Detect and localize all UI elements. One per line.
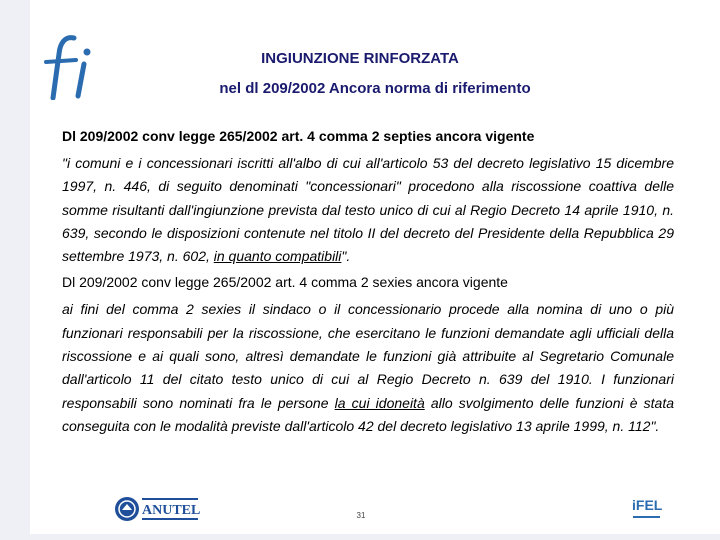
section2-quote — [62, 298, 674, 438]
section1-underlined-text: in quanto compatibili — [213, 248, 342, 265]
section2-quote-end: allo svolgimento delle funzioni è stata conseguita con le modalità previste dall'articolo 42 del decreto legislativo 13 aprile 1999, n. 112". — [62, 394, 674, 434]
fi-logo-icon — [40, 32, 98, 100]
slide-subtitle: nel dl 209/2002 Ancora norma di riferimento — [219, 80, 531, 97]
ifel-logo — [632, 490, 662, 524]
anutel-logo-text: ANUTEL — [142, 503, 200, 518]
section2-quote-text: ai fini del comma 2 sexies il sindaco o il concessionario procede alla nomina di uno o più funzionari responsabili per la riscossione, che esercitano le funzioni demandate agli ufficiali della riscossione e ai quali sono, altresì demandate le funzioni già attribuite al Segretario Comunale dall'articolo 11 del citato testo unico di cui al Regio Decreto n. 639 del 1910. I funzionari responsabili sono nominati fra le persone — [62, 301, 674, 411]
ifel-logo-text: iFEL — [632, 497, 662, 513]
page-number: 31 — [356, 511, 366, 520]
section2-underlined-text: la cui idoneità — [334, 394, 425, 411]
section1-quote-text: "i comuni e i concessionari iscritti all'albo di cui all'articolo 53 del decreto legislativo 15 dicembre 1997, n. 446, di seguito denominati "concessionari" procedono alla riscossione coattiva delle somme risultanti dall'ingiunzione prevista dal testo unico di cui al Regio Decreto 14 aprile 1910, n. 639, secondo le disposizioni contenute nel titolo II del decreto del Presidente della Repubblica 29 settembre 1973, n. 602, — [62, 155, 674, 265]
left-decorative-band — [0, 0, 30, 540]
section2-heading: Dl 209/2002 conv legge 265/2002 art. 4 comma 2 sexies ancora vigente — [62, 274, 508, 291]
slide-title: INGIUNZIONE RINFORZATA — [261, 50, 459, 67]
bottom-decorative-band — [0, 534, 720, 540]
section1-quote-end: ". — [341, 248, 351, 265]
section1-heading: Dl 209/2002 conv legge 265/2002 art. 4 comma 2 septies ancora vigente — [62, 128, 535, 144]
slide-body — [62, 126, 674, 442]
anutel-logo — [114, 492, 200, 526]
section1-quote — [62, 152, 674, 268]
